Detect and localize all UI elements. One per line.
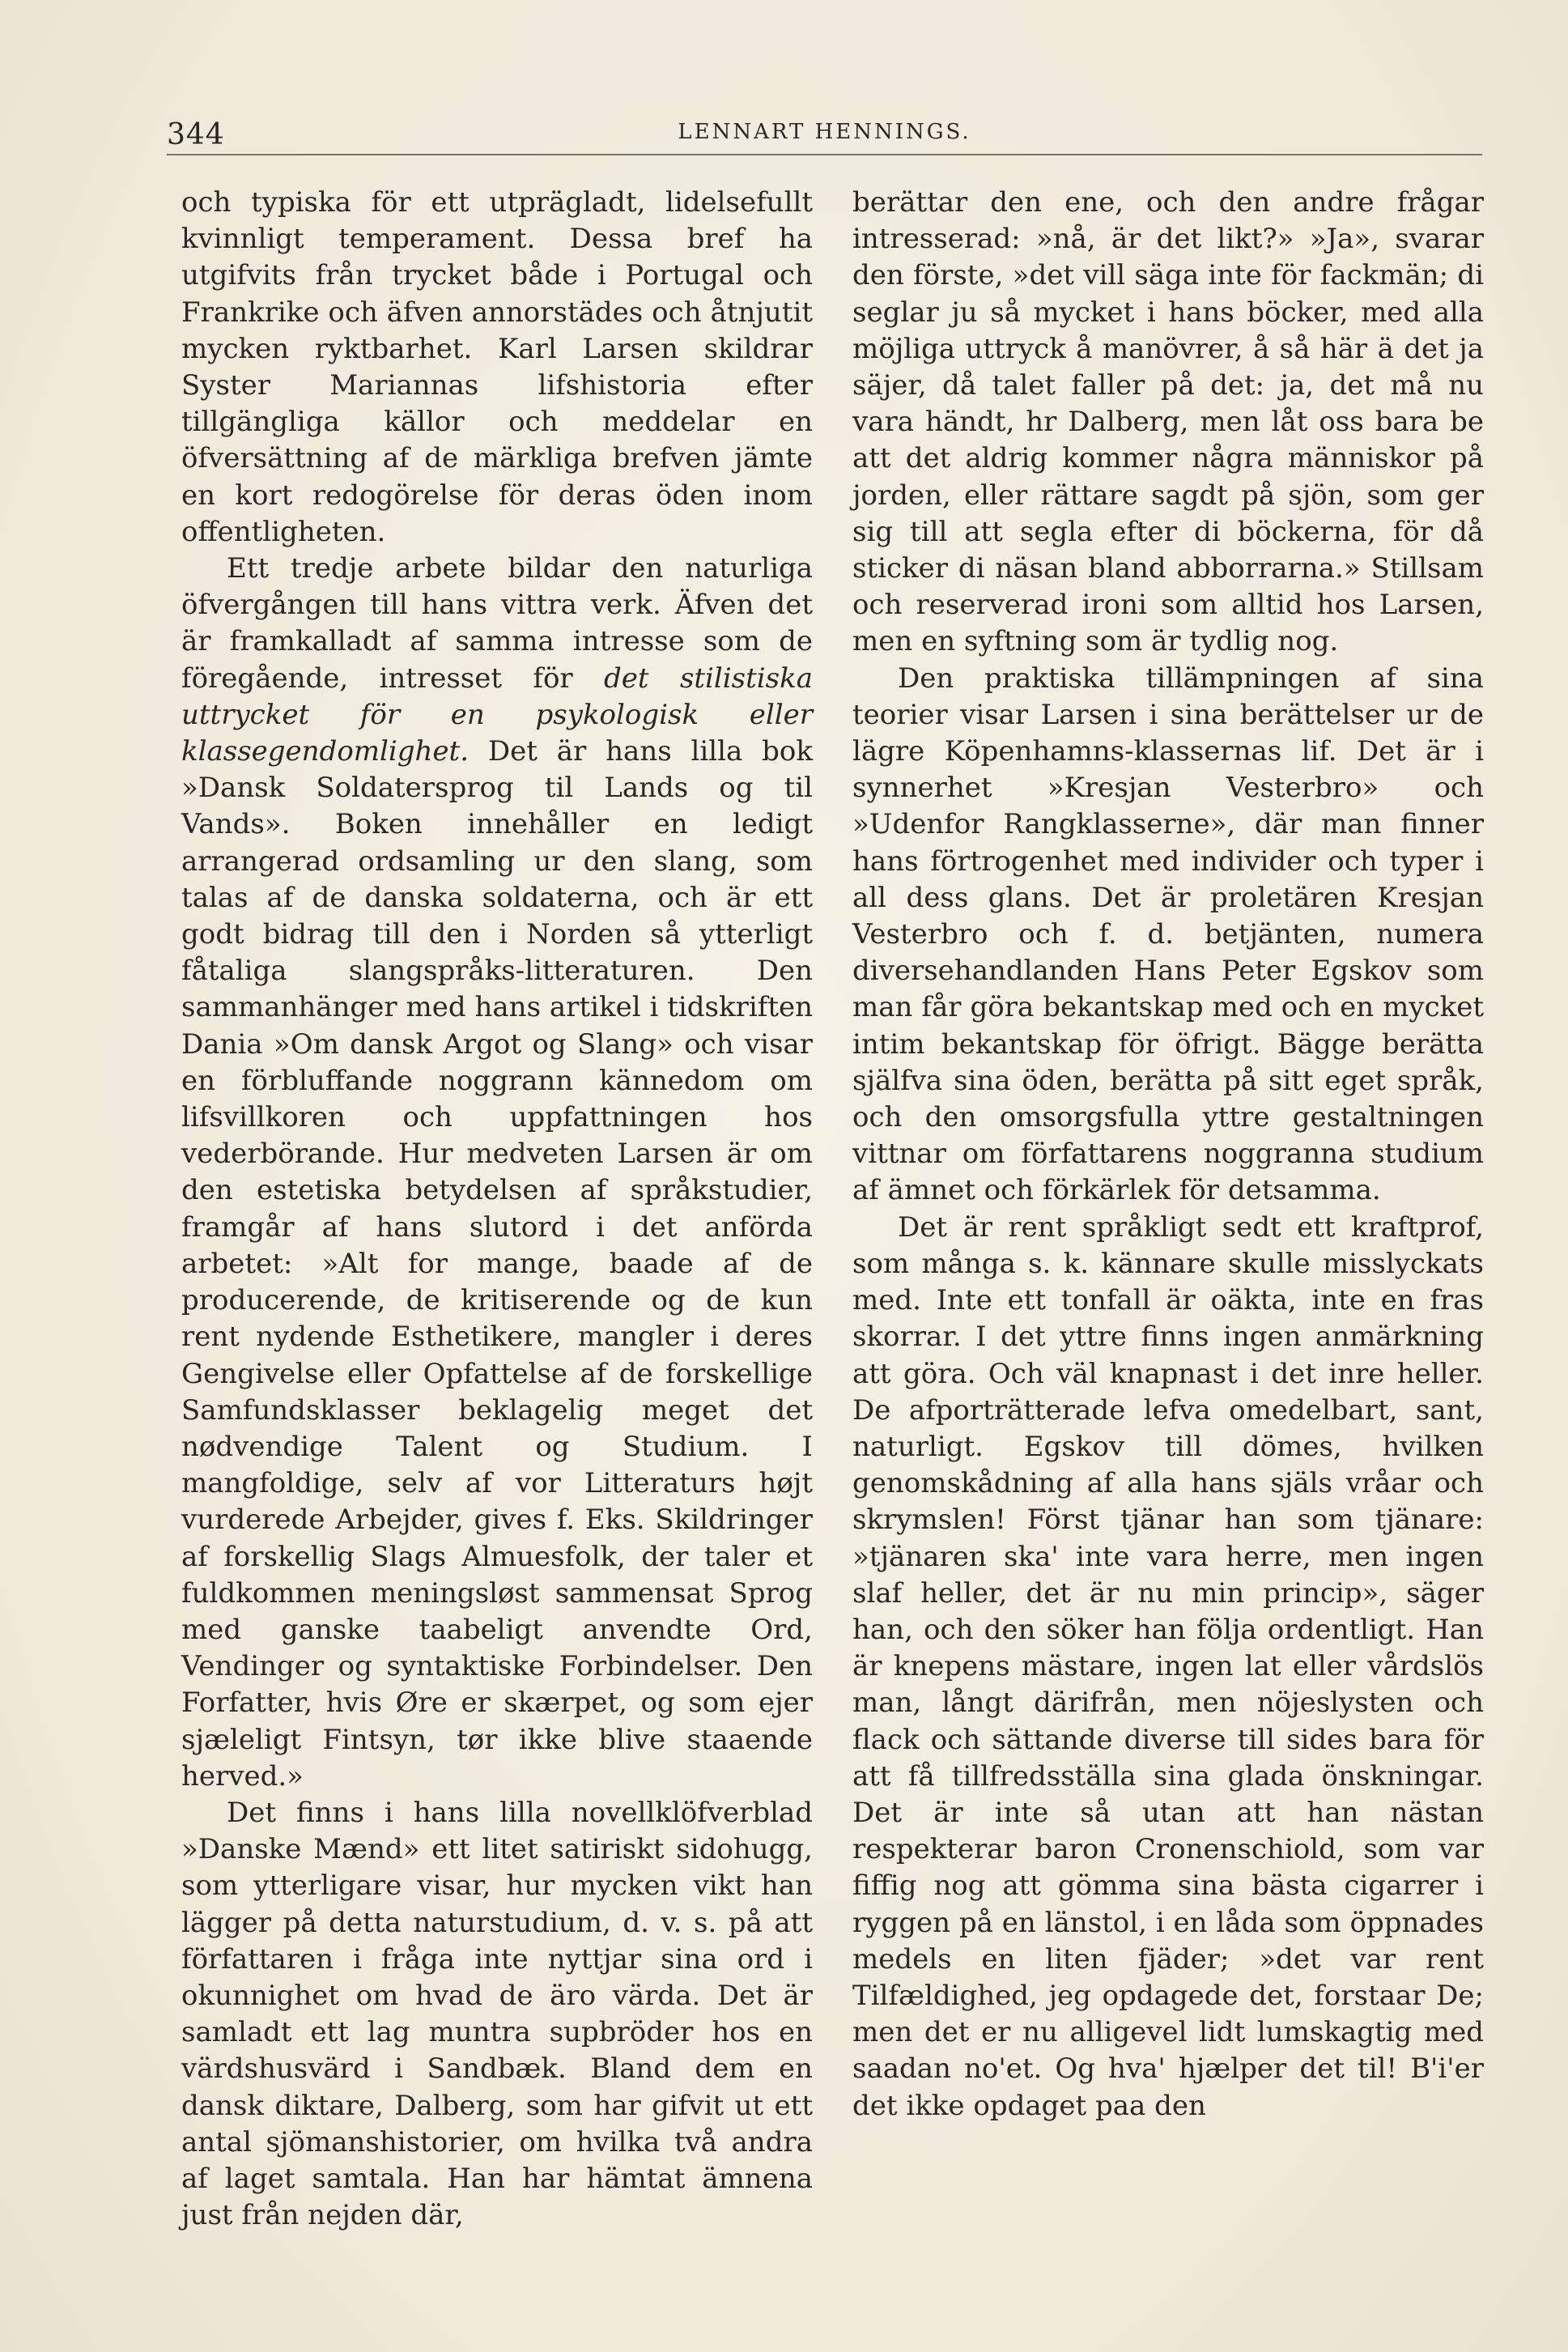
- paragraph: och typiska för ett utprägladt, lidelsefullt kvinnligt temperament. Dessa bref ha utgifvits från trycket både i Portugal och Frankrike och äfven annorstädes och åtnjutit mycken ryktbarhet. Karl Larsen skildrar Syster Mariannas lifshistoria efter tillgängliga källor och meddelar en öfversättning af de märkliga brefven jämte en kort redogörelse för deras öden inom offentligheten.: [181, 186, 813, 548]
- page-number: 344: [167, 118, 225, 151]
- page-header: [167, 112, 1482, 160]
- italic-phrase: det stilistiska uttrycket för en psykologisk eller klassegendomlighet.: [181, 661, 813, 768]
- header-rule: [167, 154, 1482, 155]
- left-column: [181, 185, 813, 2234]
- right-column: [852, 185, 1484, 2124]
- paragraph: [181, 551, 813, 1795]
- paragraph: Det finns i hans lilla novellklöfverblad »Danske Mænd» ett litet satiriskt sidohugg, som ytterligare visar, hur mycken vikt han lägger på detta naturstudium, d. v. s. på att författaren i fråga inte nyttjar sina ord i okunnighet om hvad de äro värda. Det är samladt ett lag muntra supbröder hos en värdshusvärd i Sandbæk. Bland dem en dansk diktare, Dalberg, som har gifvit ut ett antal sjömanshistorier, om hvilka två andra af laget samtala. Han har hämtat ämnena just från nejden där,: [181, 1796, 813, 2232]
- paragraph-text: Det är hans lilla bok »Dansk Soldatersprog til Lands og til Vands». Boken innehåller en ledigt arrangerad ordsamling ur den slang, som talas af de danska soldaterna, och är ett godt bidrag till den i Norden så ytterligt fåtaliga slangspråks-litteraturen. Den sammanhänger med hans artikel i tidskriften Dania »Om dansk Argot og Slang» och visar en förbluffande noggrann kännedom om lifsvillkoren och uppfattningen hos vederbörande. Hur medveten Larsen är om den estetiska betydelsen af språkstudier, framgår af hans slutord i det anförda arbetet: »Alt for mange, baade af de producerende, de kritiserende og de kun rent nydende Esthetikere, mangler i deres Gengivelse eller Opfattelse af de forskellige Samfundsklasser beklagelig meget det nødvendige Talent og Studium. I mangfoldige, selv af vor Litteraturs højt vurderede Arbejder, gives f. Eks. Skildringer af forskellig Slags Almuesfolk, der taler et fuldkommen meningsløst sammensat Sprog med ganske taabeligt anvendte Ord, Vendinger og syntaktiske Forbindelser. Den Forfatter, hvis Øre er skærpet, og som ejer sjæleligt Fintsyn, tør ikke blive staaende herved.»: [181, 735, 813, 1793]
- running-head: LENNART HENNINGS.: [678, 120, 971, 144]
- paragraph: Den praktiska tillämpningen af sina teorier visar Larsen i sina berättelser ur de lägre Köpenhamns-klassernas lif. Det är i synnerhet »Kresjan Vesterbro» och »Udenfor Rangklasserne», där man finner hans förtrogenhet med individer och typer i all dess glans. Det är proletären Kresjan Vesterbro och f. d. betjänten, numera diversehandlanden Hans Peter Egskov som man får göra bekantskap med och en mycket intim bekantskap för öfrigt. Bägge berätta själfva sina öden, berätta på sitt eget språk, och den omsorgsfulla yttre gestaltningen vittnar om författarens noggranna studium af ämnet och förkärlek för detsamma.: [852, 661, 1484, 1207]
- paragraph: Det är rent språkligt sedt ett kraftprof, som många s. k. kännare skulle misslyckats med. Inte ett tonfall är oäkta, inte en fras skorrar. I det yttre finns ingen anmärkning att göra. Och väl knapnast i det inre heller. De afporträtterade lefva omedelbart, sant, naturligt. Egskov till dömes, hvilken genomskådning af alla hans själs vråar och skrymslen! Först tjänar han som tjänare: »tjänaren ska' inte vara herre, men ingen slaf heller, det är nu min princip», säger han, och den söker han följa ordentligt. Han är knepens mästare, ingen lat eller vårdslös man, långt därifrån, men nöjeslysten och flack och sättande diverse till sides bara för att få tillfredsställa sina glada önskningar. Det är inte så utan att han nästan respekterar baron Cronenschiold, som var fiffig nog att gömma sina bästa cigarrer i ryggen på en länstol, i en låda som öppnades medels en liten fjäder; »det var rent Tilfældighed, jeg opdagede det, forstaar De; men det er nu alligevel lidt lumskagtig med saadan no'et. Og hva' hjælper det til! B'i'er det ikke opdaget paa den: [852, 1210, 1484, 2122]
- paragraph: berättar den ene, och den andre frågar intresserad: »nå, är det likt?» »Ja», svarar den förste, »det vill säga inte för fackmän; di seglar ju så mycket i hans böcker, med alla möjliga uttryck å manövrer, å så här ä det ja säjer, då talet faller på det: ja, det må nu vara händt, hr Dalberg, men låt oss bara be att det aldrig kommer några människor på jorden, eller rättare sagdt på sjön, som ger sig till att segla efter di böckerna, för då sticker di näsan bland abborrarna.» Stillsam och reserverad ironi som alltid hos Larsen, men en syftning som är tydlig nog.: [852, 186, 1484, 658]
- paragraph-text: Ett tredje arbete bildar den naturliga öfvergången till hans vittra verk. Äfven det är framkalladt af samma intresse som de föregående, intresset för: [181, 552, 813, 695]
